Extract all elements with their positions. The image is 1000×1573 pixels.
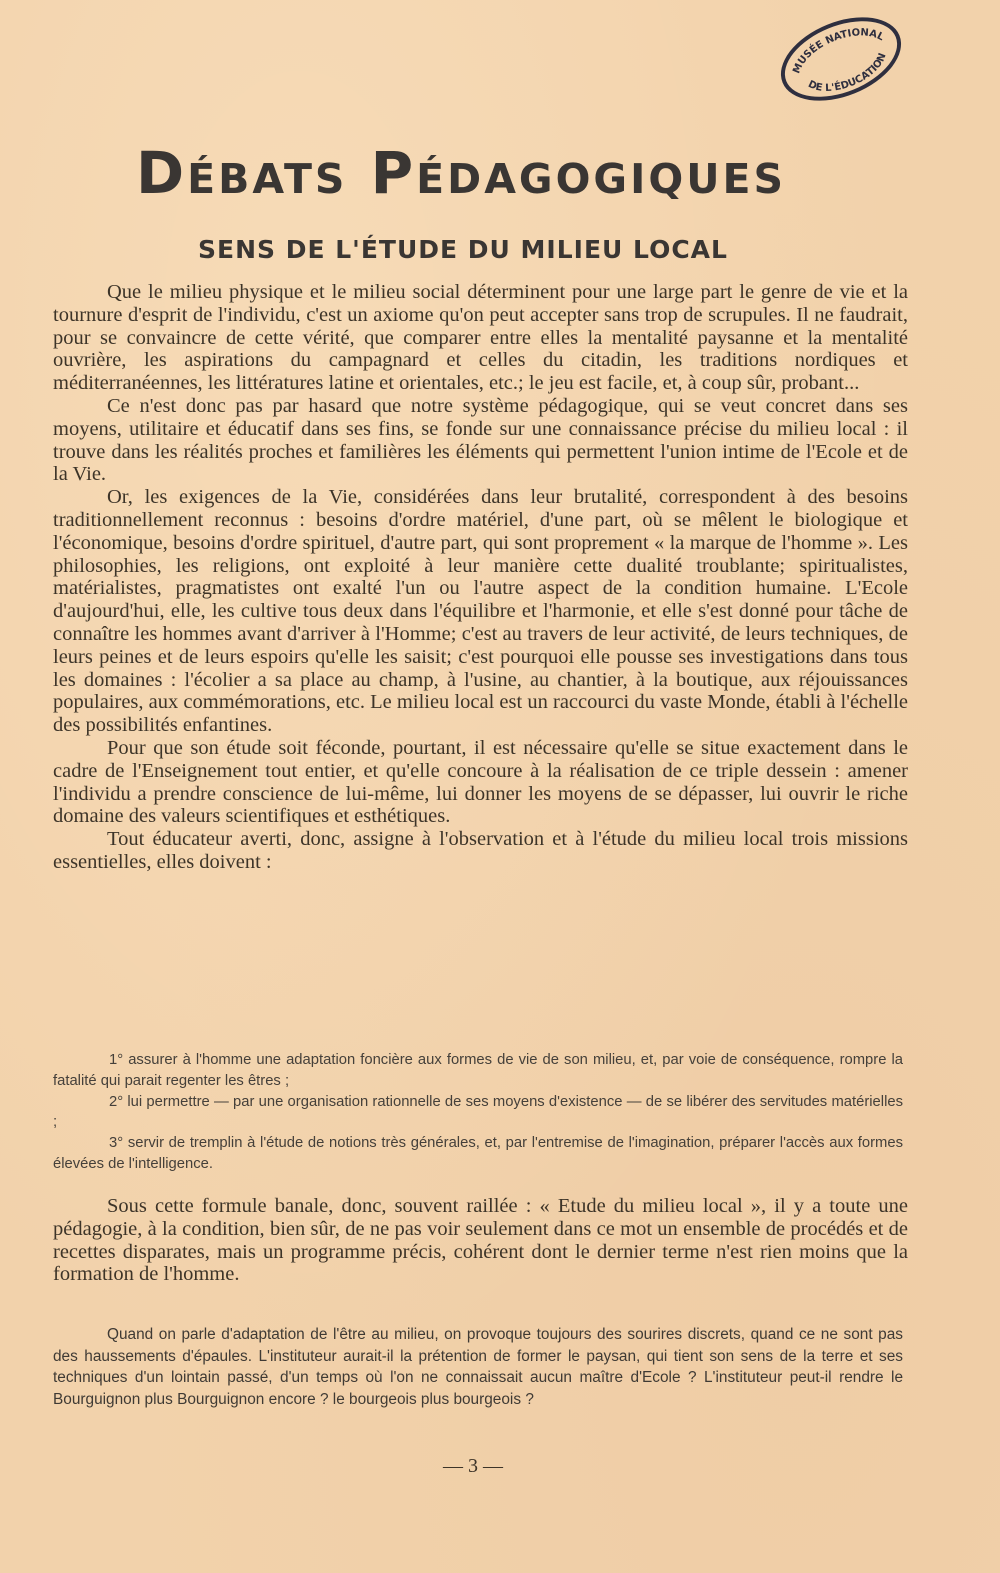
conclusion-paragraph: Sous cette formule banale, donc, souvent raillée : « Etude du milieu local », il y a toute une pédagogie, à la condition, bien sûr, de ne pas voir seulement dans ce mot un ensemble de procédés et de recettes disparates, mais un programme précis, cohérent dont le dernier terme n'est rien moins que la formation de l'homme. [53, 1195, 908, 1286]
paragraph: Pour que son étude soit féconde, pourtant, il est nécessaire qu'elle se situe exactement dans le cadre de l'Enseignement tout entier, et qu'elle concoure à la réalisation de ce triple dessein : amener l'individu a prendre conscience de lui-même, lui donner les moyens de se dépasser, lui ouvrir le riche domaine des valeurs scientifiques et esthétiques. [53, 736, 908, 828]
museum-stamp [769, 1, 914, 117]
stamp-top-text: MUSÉE NATIONAL [791, 27, 886, 76]
mission-item: 3° servir de tremplin à l'étude de notions très générales, et, par l'entremise de l'imagination, préparer l'accès aux formes élevées de l'intelligence. [53, 1135, 903, 1172]
missions-list [53, 1050, 903, 1175]
paragraph: Ce n'est donc pas par hasard que notre système pédagogique, qui se veut concret dans ses moyens, utilitaire et éducatif dans ses fins, se fonde sur une connaissance précise du milieu local : il trouve dans les réalités proches et familières les éléments qui permettent l'union intime de l'Ecole et de la Vie. [53, 394, 908, 486]
note-paragraph: Quand on parle d'adaptation de l'être au milieu, on provoque toujours des sourires discrets, quand ce ne sont pas des haussements d'épaules. L'instituteur aurait-il la prétention de former le paysan, qui tient son sens de la terre et ses techniques d'un lointain passé, d'un temps où l'on ne connaissait aucun maître d'Ecole ? L'instituteur peut-il rendre le Bourguignon plus Bourguignon encore ? le bourgeois plus bourgeois ? [53, 1326, 903, 1408]
conclusion-block [53, 1195, 908, 1286]
mission-item: 2° lui permettre — par une organisation rationnelle de ses moyens d'existence — de se libérer des servitudes matérielles ; [53, 1093, 903, 1131]
article-subtitle: SENS DE L'ÉTUDE DU MILIEU LOCAL [198, 234, 728, 264]
mission-item: 1° assurer à l'homme une adaptation foncière aux formes de vie de son milieu, et, par voie de conséquence, rompre la fatalité qui parait regenter les êtres ; [53, 1052, 903, 1089]
paragraph: Que le milieu physique et le milieu social déterminent pour une large part le genre de vie et la tournure d'esprit de l'individu, c'est un axiome qu'on peut accepter sans trop de scrupules. Il ne faudrait, pour se convaincre de cette vérité, que comparer entre elles la mentalité paysanne et la mentalité ouvrière, les aspirations du campagnard et celles du citadin, les traditions nordiques et méditerranéennes, les littératures latine et orientales, etc.; le jeu est facile, et, à coup sûr, probant... [53, 281, 908, 395]
paragraph: Or, les exigences de la Vie, considérées dans leur brutalité, correspondent à des besoins traditionnellement reconnus : besoins d'ordre matériel, d'une part, où se mêlent le biologique et l'économique, besoins d'ordre spirituel, d'autre part, qui sont proprement « la marque de l'homme ». Les philosophies, les religions, ont exploité à leur manière cette dualité troublante; spiritualistes, matérialistes, pragmatistes ont exalté l'un ou l'autre aspect de la condition humaine. L'Ecole d'aujourd'hui, elle, les cultive tous deux dans l'équilibre et l'harmonie, et elle s'est donné pour tâche de connaître les hommes avant d'arriver à l'Homme; c'est au travers de leur activité, de leurs techniques, de leurs peines et de leurs espoirs qu'elle les saisit; c'est pourquoi elle pousse ses investigations dans tous les domaines : l'écolier a sa place au champ, à l'usine, au chantier, à la boutique, aux réjouissances populaires, aux commémorations, etc. Le milieu local est un raccourci du vaste Monde, établi à l'échelle des possibilités enfantines. [53, 486, 908, 737]
page-number: — 3 — [443, 1455, 503, 1477]
note-block [53, 1324, 903, 1410]
paragraph: Tout éducateur averti, donc, assigne à l'observation et à l'étude du milieu local trois missions essentielles, elles doivent : [53, 828, 908, 873]
article-body [53, 281, 908, 874]
stamp-bottom-text: DE L'ÉDUCATION [806, 51, 889, 95]
stamp-seal-icon [769, 1, 914, 117]
page-title: Débats Pédagogiques [136, 138, 787, 207]
